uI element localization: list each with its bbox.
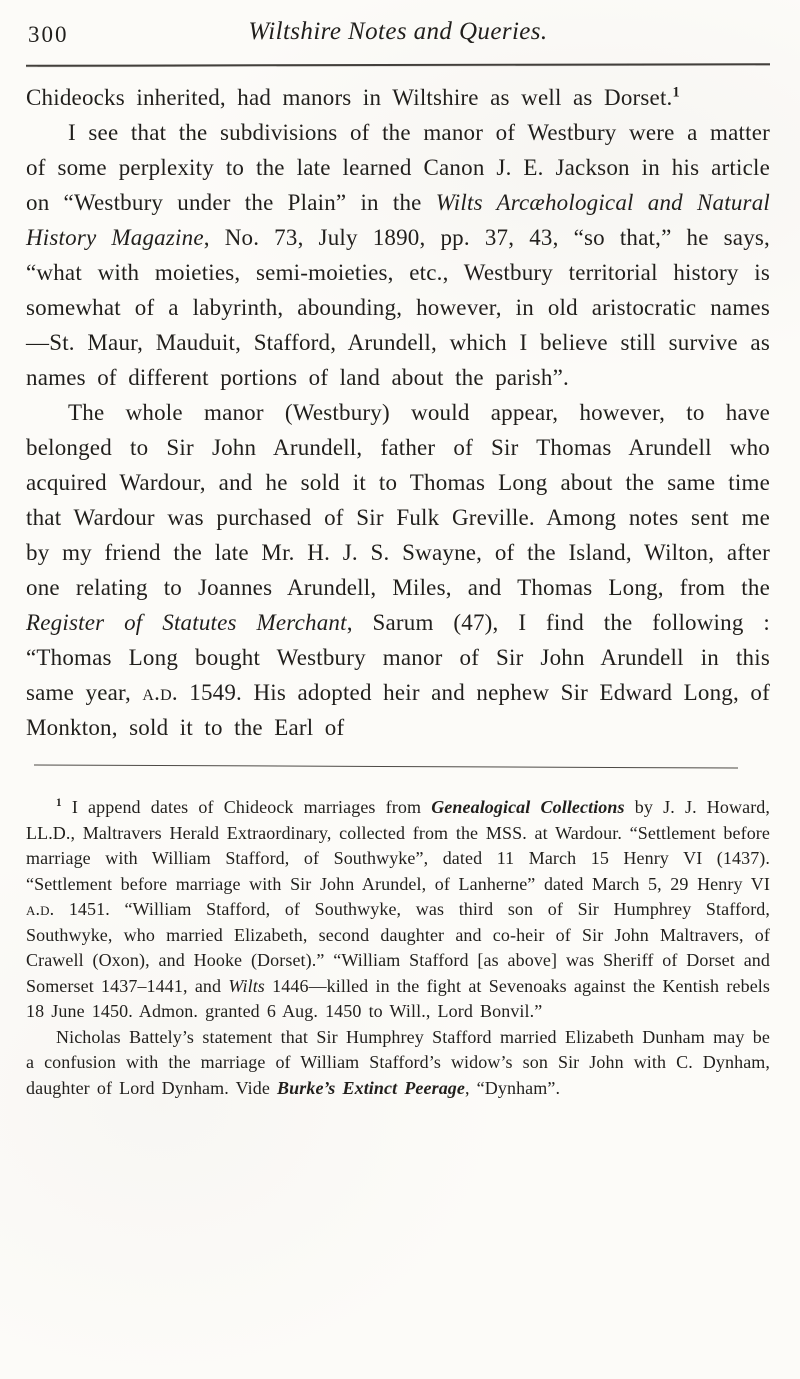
paragraph	[26, 795, 770, 1025]
footnote-marker: 1	[672, 84, 680, 101]
footnote-separator-rule	[34, 764, 738, 768]
page-number: 300	[28, 22, 69, 47]
text-segment: Wilts Arcæhological and Natural History Magazine	[26, 190, 770, 250]
text-segment: by J. J. Howard, LL.D., Maltravers Herald Extraordinary, collected from the MSS. at Wardour. “Settlement before marriage with William Stafford, of Southwyke”, dated 11 March 15 Henry VI (1437). “Settlement before marriage with Sir John Arundel, of Lanherne” dated March 5, 29 Henry VI	[26, 797, 770, 894]
header-rule	[26, 63, 770, 67]
text-segment: Nicholas Battely’s statement that Sir Humphrey Stafford married Elizabeth Dunham may be a confusion with the marriage of William Stafford’s widow’s son Sir John with C. Dynham, daughter of Lord Dynham. Vide	[26, 1026, 770, 1098]
text-segment: , Sarum (47), I find the following : “Thomas Long bought Westbury manor of Sir John Arundell in this same year,	[26, 610, 770, 705]
footnote-marker: 1	[56, 797, 62, 809]
text-segment: , “Dynham”.	[464, 1077, 561, 1098]
text-segment: 1549. His adopted heir and nephew Sir Edward Long, of Monkton, sold it to the Earl of	[26, 680, 770, 740]
text-segment: 1446—killed in the fight at Sevenoaks against the Kentish rebels 18 June 1450. Admon. granted 6 Aug. 1450 to Will., Lord Bonvil.”	[26, 975, 770, 1021]
text-segment: , No. 73, July 1890, pp. 37, 43, “so that,” he says, “what with moieties, semi-moieties, etc., Westbury territorial history is somewhat of a labyrinth, abounding, however, in old aristocratic names—St. Maur, Mauduit, Stafford, Arundell, which I believe still survive as names of different portions of land about the parish”.	[26, 225, 770, 390]
paragraph	[26, 80, 770, 115]
text-segment: I append dates of Chideock marriages from	[61, 797, 432, 817]
text-segment: Genealogical Collections	[431, 797, 625, 817]
paragraph	[26, 115, 770, 395]
journal-title: Wiltshire Notes and Queries.	[248, 18, 548, 45]
page-header	[26, 16, 770, 60]
text-segment: a.d.	[26, 899, 55, 919]
text-segment: I see that the subdivisions of the manor of Westbury were a matter of some perplexity to the late learned Canon J. E. Jackson in his article on “Westbury under the Plain” in the	[26, 120, 770, 215]
body-text	[26, 80, 770, 745]
text-segment: Wilts	[228, 975, 265, 996]
paragraph	[26, 1025, 770, 1102]
text-segment: Burke’s Extinct Peerage	[277, 1077, 465, 1098]
text-segment: The whole manor (Westbury) would appear, however, to have belonged to Sir John Arundell, father of Sir Thomas Arundell who acquired Wardour, and he sold it to Thomas Long about the same time that Wardour was purchased of Sir Fulk Greville. Among notes sent me by my friend the late Mr. H. J. S. Swayne, of the Island, Wilton, after one relating to Joannes Arundell, Miles, and Thomas Long, from the	[26, 400, 770, 600]
paragraph	[26, 395, 770, 745]
text-segment: Register of Statutes Merchant	[26, 610, 347, 635]
text-segment: Chideocks inherited, had manors in Wiltshire as well as Dorset.	[26, 85, 673, 110]
footnote-text	[26, 795, 770, 1101]
text-segment: 1451. “William Stafford, of Southwyke, was third son of Sir Humphrey Stafford, Southwyke, who married Elizabeth, second daughter and co-heir of Sir John Maltravers, of Crawell (Oxon), and Hooke (Dorset).” “William Stafford [as above] was Sheriff of Dorset and Somerset 1437–1441, and	[26, 899, 770, 996]
text-segment: a.d.	[142, 680, 178, 705]
